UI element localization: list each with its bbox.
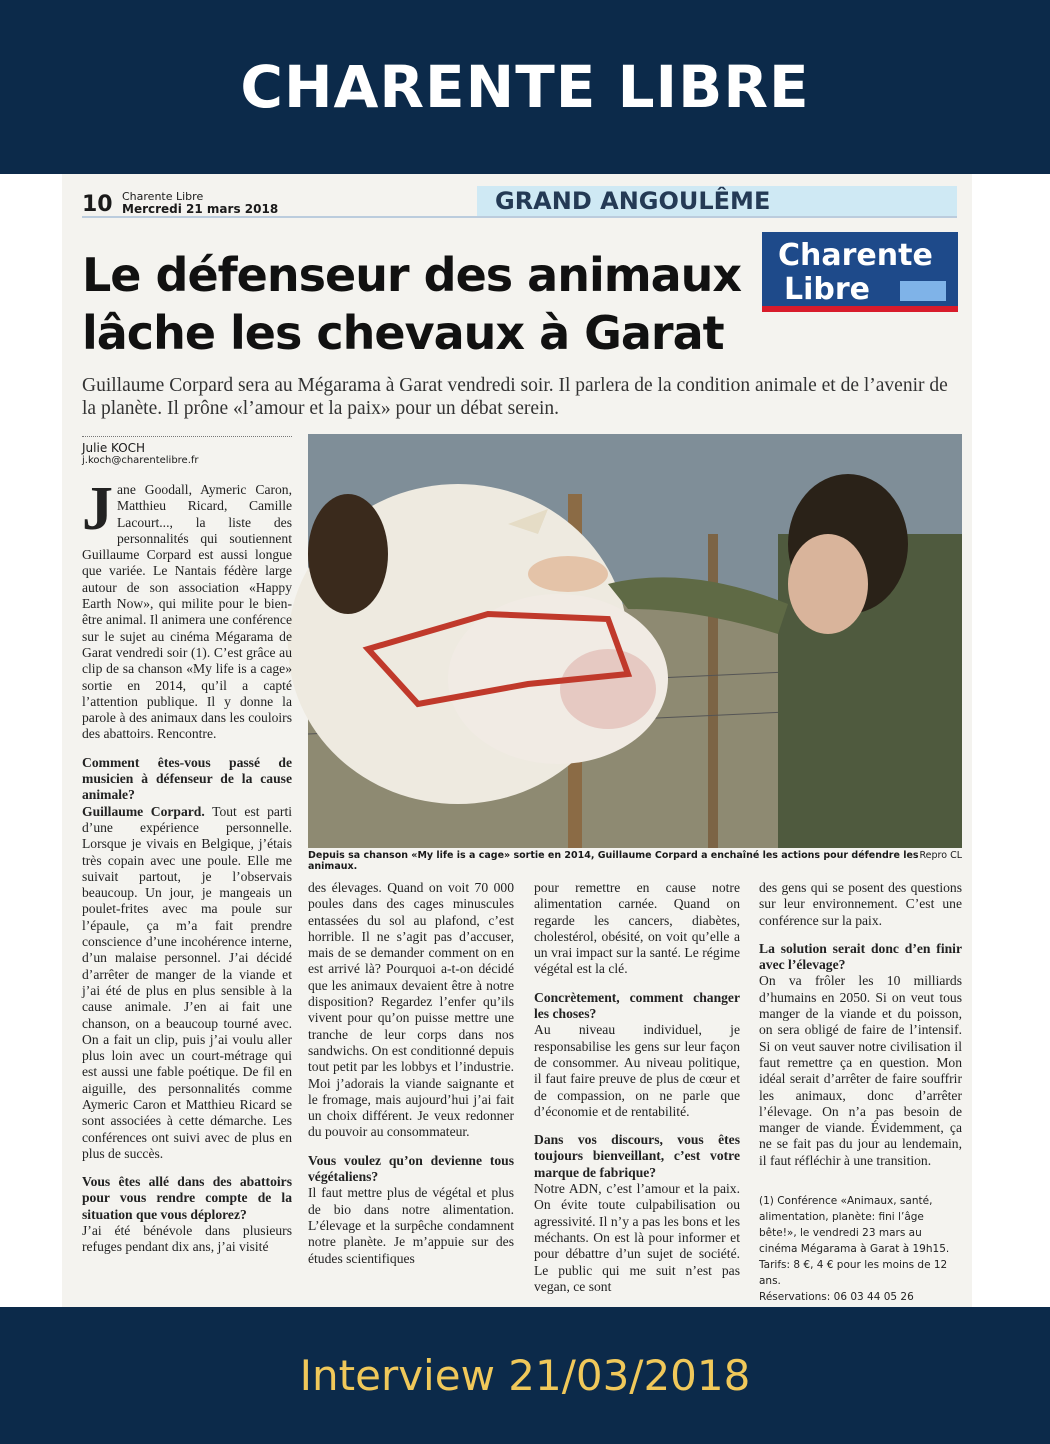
- answer-4: Au niveau individuel, je responsabilise les gens sur leur façon de consommer. Au niveau politique, il faut faire preuve de plus de cœur et de compassion, on ne parle que d’économie et de rentabilité.: [534, 1022, 740, 1119]
- dropcap: J: [82, 475, 113, 543]
- question-4: Concrètement, comment changer les choses?: [534, 989, 740, 1022]
- paper-name: Charente Libre: [122, 190, 204, 203]
- headline-line2: lâche les chevaux à Garat: [82, 306, 724, 360]
- question-1: Comment êtes-vous passé de musicien à défenseur de la cause animale?: [82, 754, 292, 803]
- page-header: [82, 182, 957, 218]
- column-2: [308, 880, 514, 1267]
- page-meta: [122, 190, 278, 216]
- answer-3a: Il faut mettre plus de végétal et plus de bio dans notre alimentation. L’élevage et la surpêche condamnent notre planète. Je m’appuie sur des études scientifiques: [308, 1185, 514, 1266]
- column-3: [534, 880, 740, 1295]
- answer-2b: des élevages. Quand on voit 70 000 poules dans des cages minuscules entassées du sol au plafond, c’est horrible. Il ne s’agit pas d’accuser, mais de se demander comment on en est arrivé là? Pourquoi a-t-on décidé que les animaux devaient être à notre disposition? Regardez l’enfer qu’ils vivent pour qu’on puisse mettre une tranche de leur corps dans nos sandwichs. On est conditionné depuis tout petit par les lobbys et l’industrie. Moi j’adorais la viande saignante et le fromage, mais aujourd’hui j’ai fait un choix différent. Je veux redonner du pouvoir au consommateur.: [308, 880, 514, 1140]
- logo-line2: Libre: [784, 272, 871, 307]
- question-2: Vous êtes allé dans des abattoirs pour vous rendre compte de la situation que vous déplorez?: [82, 1174, 292, 1222]
- caption-text: Depuis sa chanson «My life is a cage» sortie en 2014, Guillaume Corpard a enchaîné les actions pour défendre les animaux.: [308, 850, 919, 872]
- column-1: [82, 475, 293, 1256]
- section-label: GRAND ANGOULÊME: [477, 186, 957, 216]
- answer-1-text: Tout est parti d’une expérience personnelle. Lorsque je vivais en Belgique, j’étais très copain avec une poule. Elle me suivait partout, je l’observais beaucoup. Un jour, je mangeais un poulet-frites avec ma poule sur l’épaule, ça m’a fait prendre conscience d’une incohérence interne, d’un malaise personnel. J’ai décidé d’arrêter de manger de la viande et j’ai été de plus en plus sensible à la cause animale. J’en ai fait une chanson, on a beaucoup tourné avec. On a fait un clip, puis j’ai voulu aller plus loin avec un court-métrage qui est aussi une fable poétique. De fil en aiguille, des personnalités comme Aymeric Caron et Matthieu Ricard se sont associées à cette démarche. Les conférences ont suivi avec de plus en plus de succès.: [82, 803, 293, 1161]
- column-4: [759, 880, 962, 1337]
- cow-and-man-photo: [308, 434, 962, 848]
- charente-libre-logo: [762, 232, 958, 312]
- question-6: La solution serait donc d’en finir avec l’élevage?: [759, 940, 962, 973]
- author-email: j.koch@charentelibre.fr: [82, 455, 199, 466]
- photo-credit: Repro CL: [919, 850, 962, 861]
- answer-3b: pour remettre en cause notre alimentation carnée. Quand on regarde les cancers, diabètes, cholestérol, obésité, on voit qu’elle a un vrai impact sur la santé. Le régime végétal est la clé.: [534, 880, 740, 977]
- answer-5a: Notre ADN, c’est l’amour et la paix. On évite toute culpabilisation ou agressivité. Il n’y a pas les bons et les méchants. On est là pour informer et pour débattre d’un sujet de société. Le public qui me suit n’est pas vegan, ce sont: [534, 1181, 740, 1294]
- page-number: 10: [82, 192, 113, 217]
- speaker-name: Guillaume Corpard.: [82, 803, 205, 819]
- note-line-3: Réservations: 06 03 44 05 26: [759, 1291, 914, 1304]
- article-photo: [308, 434, 962, 848]
- question-5: Dans vos discours, vous êtes toujours bienveillant, c’est votre marque de fabrique?: [534, 1132, 740, 1180]
- answer-1: [82, 804, 292, 1163]
- headline-line1: Le défenseur des animaux: [82, 248, 742, 302]
- question-3: Vous voulez qu’on devienne tous végétaliens?: [308, 1152, 514, 1185]
- logo-square: [900, 281, 946, 301]
- headline: [82, 246, 762, 362]
- answer-2a: J’ai été bénévole dans plusieurs refuges pendant dix ans, j’ai visité: [82, 1223, 292, 1255]
- answer-5b: des gens qui se posent des questions sur leur environnement. C’est une conférence sur la paix.: [759, 880, 962, 928]
- answer-6: On va frôler les 10 milliards d’humains en 2050. Si on veut tous manger de la viande et du poisson, on sera obligé de faire de l’intensif. Si on veut sauver notre civilisation il faut remettre ça en question. Mon idéal serait d’arrêter de faire souffrir les animaux, donc d’arrêter l’élevage. On n’a pas besoin de manger de viande. Évidemment, ça ne se fait pas du jour au lendemain, il faut réfléchir à une transition.: [759, 973, 962, 1168]
- issue-date: Mercredi 21 mars 2018: [122, 202, 279, 216]
- note-line-1: (1) Conférence «Animaux, santé, alimentation, planète: fini l’âge bête!», le vendredi 23 mars au cinéma Mégarama à Garat à 19h15.: [759, 1195, 950, 1256]
- intro-paragraph: [82, 475, 292, 743]
- logo-line1: Charente: [778, 238, 933, 273]
- byline: [82, 436, 292, 466]
- banner-title: CHARENTE LIBRE: [240, 53, 810, 121]
- bottom-banner: [0, 1307, 1050, 1444]
- note-line-2: Tarifs: 8 €, 4 € pour les moins de 12 ans.: [759, 1259, 948, 1288]
- interview-date: Interview 21/03/2018: [299, 1351, 751, 1400]
- photo-caption: [308, 850, 962, 872]
- top-banner: [0, 0, 1050, 174]
- standfirst: Guillaume Corpard sera au Mégarama à Garat vendredi soir. Il parlera de la condition animale et de l’avenir de la planète. Il prône «l’amour et la paix» pour un débat serein.: [82, 375, 948, 419]
- intro-text: ane Goodall, Aymeric Caron, Matthieu Ricard, Camille Lacourt..., la liste des personnalités qui soutiennent Guillaume Corpard est aussi longue que variée. Le Nantais fédère large autour de son association «Happy Earth Now», qui milite pour le bien-être animal. Il animera une conférence sur le sujet au cinéma Mégarama de Garat vendredi soir (1). C’est grâce au clip de sa chanson «My life is a cage» sortie en 2014, qu’il a capté l’attention publique. Il y donne la parole à des animaux dans les couloirs des abattoirs. Rencontre.: [82, 482, 292, 742]
- newspaper-clipping: [62, 174, 972, 1307]
- author-name: Julie KOCH: [82, 441, 146, 455]
